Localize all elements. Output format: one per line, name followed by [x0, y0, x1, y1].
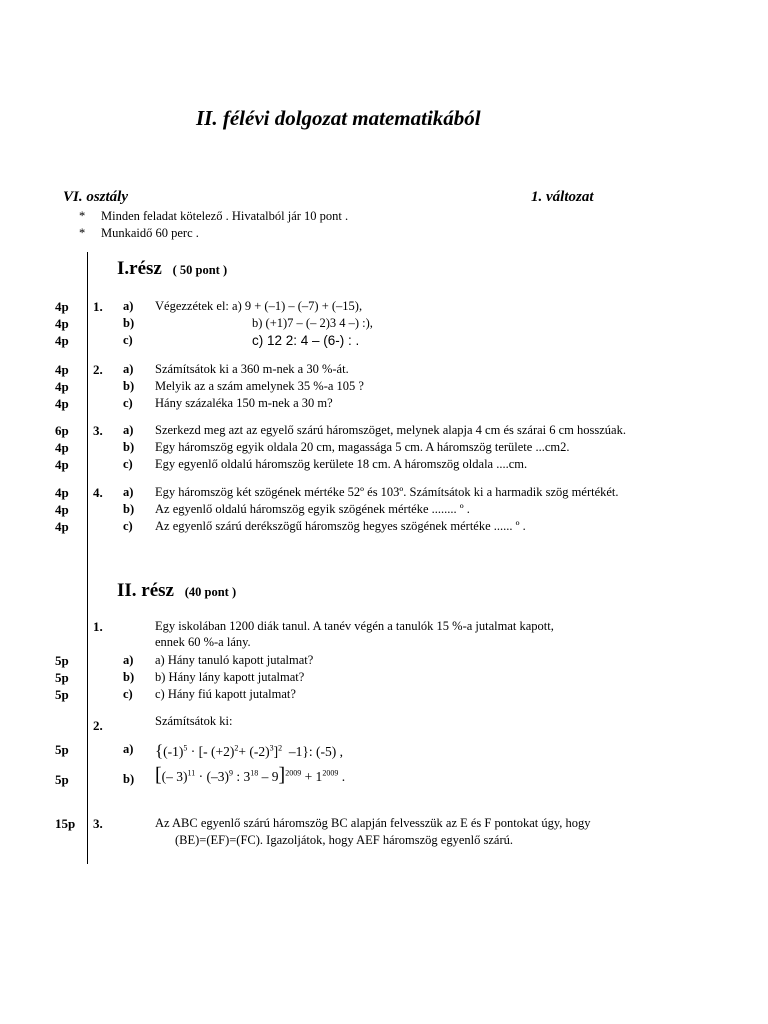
question-text: (BE)=(EF)=(FC). Igazoljátok, hogy AEF háromszög egyenlő szárú. — [175, 833, 513, 847]
class-label: VI. osztály — [63, 189, 129, 205]
question-number: 3. — [93, 423, 103, 438]
margin-line — [87, 252, 88, 864]
item-text: Egy háromszög két szögének mértéke 52º és 103º. Számítsátok ki a harmadik szög mértékét. — [155, 485, 619, 499]
item-letter: b) — [123, 379, 135, 393]
item-letter: a) — [123, 362, 134, 376]
item-text: Az egyenlő oldalú háromszög egyik szögének mértéke ........ º . — [155, 502, 470, 516]
question-text: Egy iskolában 1200 diák tanul. A tanév végén a tanulók 15 %-a jutalmat kapott, — [155, 619, 554, 633]
question-text: Számítsátok ki: — [155, 714, 233, 728]
item-letter: b) — [123, 440, 135, 454]
question-number: 1. — [93, 299, 103, 314]
points-label: 4p — [55, 299, 69, 314]
question-number: 2. — [93, 362, 103, 377]
points-label: 4p — [55, 485, 69, 500]
question-text: ennek 60 %-a lány. — [155, 635, 251, 649]
note-text: Minden feladat kötelező . Hivatalból jár 10 pont . — [101, 209, 349, 223]
item-text: Melyik az a szám amelynek 35 %-a 105 ? — [155, 379, 364, 393]
item-letter: c) — [123, 519, 133, 533]
item-letter: b) — [123, 772, 135, 786]
item-letter: c) — [123, 457, 133, 471]
item-letter: b) — [123, 316, 135, 330]
item-letter: c) — [123, 396, 133, 410]
points-label: 4p — [55, 333, 69, 348]
question-number: 2. — [93, 718, 103, 733]
item-text: Végezzétek el: a) 9 + (–1) – (–7) + (–15), — [155, 299, 363, 313]
item-letter: b) — [123, 670, 135, 684]
expression-a: {$(-1)^5$ · [- $(+2)^2+ (-2)^3]^2$ –1}: (-5) , — [155, 741, 343, 760]
item-text: b) (+1)7 – (– 2)3 4 –) :), — [252, 316, 373, 330]
expression-b: [(– $3)^{11} \cdot (-3)^9$ : $3^{18} - 9]^{2009} + 1^{2009}$ . — [155, 764, 346, 786]
points-label: 4p — [55, 440, 69, 455]
item-text: c) 12 2: 4 – (6-) : . — [252, 333, 360, 348]
points-label: 5p — [55, 772, 69, 787]
item-letter: c) — [123, 687, 133, 701]
item-text: Egy háromszög egyik oldala 20 cm, magassága 5 cm. A háromszög területe ...cm2. — [155, 440, 570, 454]
note-star: * — [79, 209, 86, 223]
points-label: 4p — [55, 379, 69, 394]
points-label: 4p — [55, 396, 69, 411]
item-letter: c) — [123, 333, 133, 347]
part1-points: ( 50 pont ) — [172, 263, 228, 277]
part2-title: II. rész — [117, 580, 174, 601]
page-title: II. félévi dolgozat matematikából — [196, 106, 481, 130]
item-letter: a) — [123, 423, 134, 437]
item-text: b) Hány lány kapott jutalmat? — [155, 670, 305, 684]
item-letter: a) — [123, 299, 134, 313]
question-text: Az ABC egyenlő szárú háromszög BC alapján felvesszük az E és F pontokat úgy, hogy — [155, 816, 591, 830]
points-label: 4p — [55, 362, 69, 377]
question-number: 1. — [93, 619, 103, 634]
points-label: 5p — [55, 687, 69, 702]
points-label: 5p — [55, 742, 69, 757]
item-text: Egy egyenlő oldalú háromszög kerülete 18 cm. A háromszög oldala ....cm. — [155, 457, 528, 471]
item-letter: a) — [123, 485, 134, 499]
item-text: Szerkezd meg azt az egyelő szárú háromszöget, melynek alapja 4 cm és szárai 6 cm hosszúak. — [155, 423, 626, 437]
question-number: 3. — [93, 816, 103, 831]
part2-heading — [117, 580, 236, 602]
points-label: 5p — [55, 653, 69, 668]
variant-label: 1. változat — [531, 189, 594, 205]
points-label: 6p — [55, 423, 69, 438]
points-label: 4p — [55, 519, 69, 534]
part1-title: I.rész — [117, 258, 162, 279]
part1-heading — [117, 258, 227, 280]
note-star: * — [79, 226, 86, 240]
points-label: 15p — [55, 816, 76, 831]
points-label: 4p — [55, 316, 69, 331]
note-text: Munkaidő 60 perc . — [101, 226, 199, 240]
item-text: Hány százaléka 150 m-nek a 30 m? — [155, 396, 333, 410]
item-text: Az egyenlő szárú derékszögű háromszög hegyes szögének mértéke ...... º . — [155, 519, 526, 533]
item-letter: b) — [123, 502, 135, 516]
item-letter: a) — [123, 653, 134, 667]
item-text: c) Hány fiú kapott jutalmat? — [155, 687, 296, 701]
question-number: 4. — [93, 485, 103, 500]
item-text: Számítsátok ki a 360 m-nek a 30 %-át. — [155, 362, 349, 376]
points-label: 4p — [55, 457, 69, 472]
item-text: a) Hány tanuló kapott jutalmat? — [155, 653, 314, 667]
points-label: 4p — [55, 502, 69, 517]
points-label: 5p — [55, 670, 69, 685]
item-letter: a) — [123, 742, 134, 756]
part2-points: (40 pont ) — [184, 585, 237, 599]
